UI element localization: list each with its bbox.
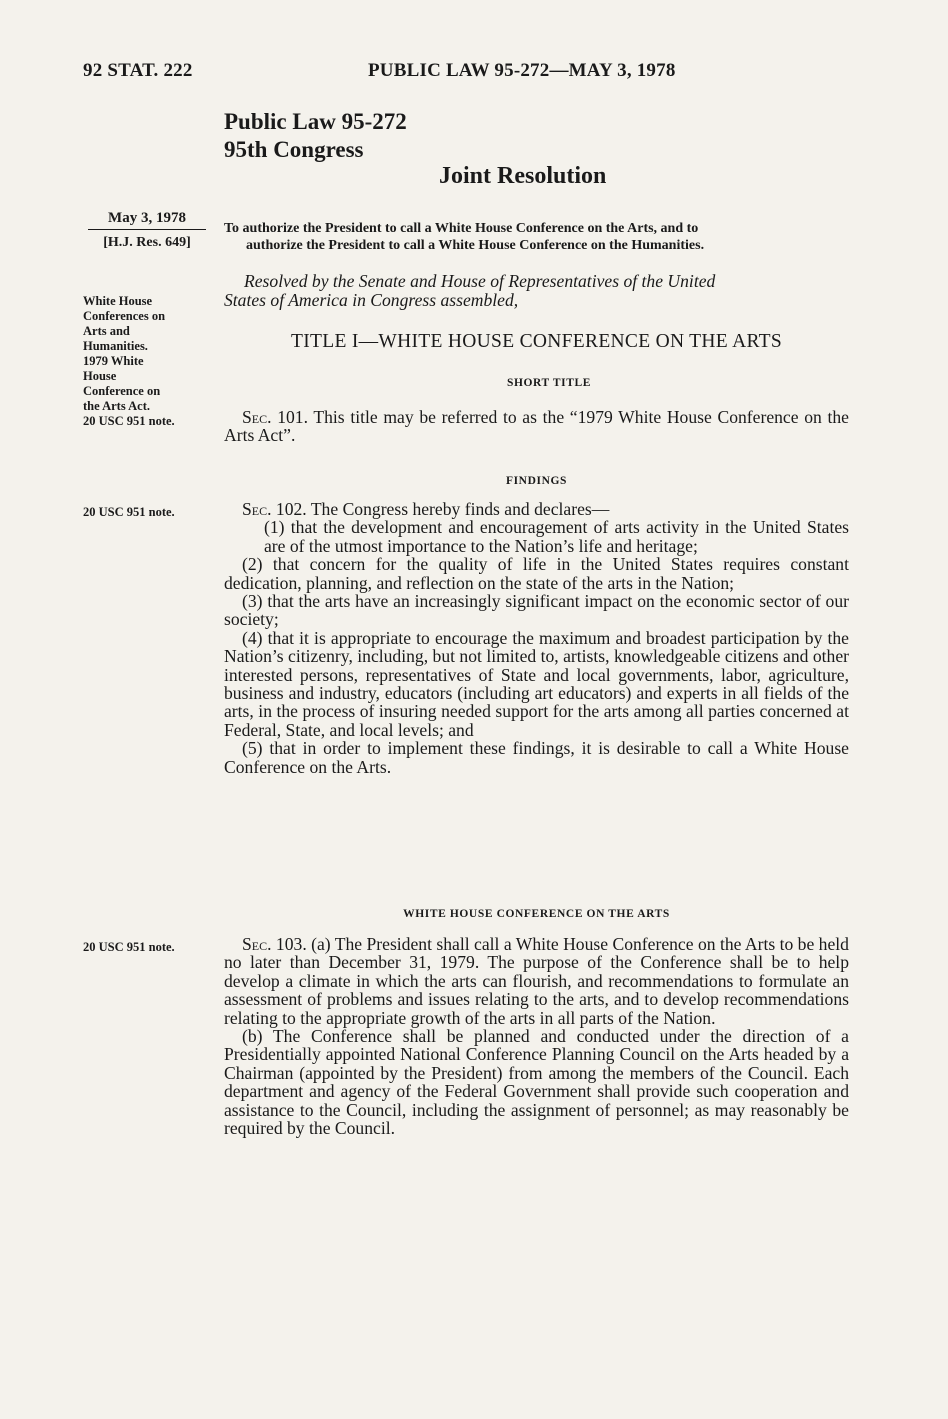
margin-note-line: the Arts Act.	[83, 399, 150, 413]
section-103	[224, 935, 849, 1137]
margin-note-title-i	[83, 294, 213, 429]
conference-heading: WHITE HOUSE CONFERENCE ON THE ARTS	[403, 908, 670, 920]
margin-note-line: 20 USC 951 note.	[83, 414, 175, 428]
finding-item: (5) that in order to implement these findings, it is desirable to call a White House Conference on the Arts.	[224, 738, 849, 777]
section-label: Sec. 101.	[242, 407, 308, 427]
resolving-line-1: Resolved by the Senate and House of Representatives of the United	[244, 271, 716, 291]
running-head: PUBLIC LAW 95-272—MAY 3, 1978	[368, 60, 676, 81]
margin-note-line: Conferences on	[83, 309, 166, 323]
document-type: Joint Resolution	[439, 163, 607, 189]
law-number: Public Law 95-272	[224, 109, 407, 134]
page-reference: 92 STAT. 222	[83, 60, 193, 81]
section-101	[224, 408, 849, 445]
margin-note-line: Humanities.	[83, 339, 148, 353]
finding-item: (3) that the arts have an increasingly significant impact on the economic sector of our society;	[224, 591, 849, 630]
purpose-line-2: authorize the President to call a White House Conference on the Humanities.	[246, 238, 705, 253]
congress-number: 95th Congress	[224, 137, 364, 162]
margin-note-line: House	[83, 369, 117, 383]
title-i-heading: TITLE I—WHITE HOUSE CONFERENCE ON THE ARTS	[291, 331, 782, 352]
bill-number: [H.J. Res. 649]	[103, 235, 191, 250]
section-103-b: (b) The Conference shall be planned and conducted under the direction of a Presidentially appointed National Conference Planning Council on the Arts headed by a Chairman (appointed by the President) from among the members of the Council. Each department and agency of the Federal Government shall provide such cooperation and assistance to the Council, including the assignment of personnel; as may reasonably be required by the Council.	[224, 1026, 849, 1139]
section-label: Sec. 103.	[242, 934, 307, 954]
finding-item: (4) that it is appropriate to encourage the maximum and broadest participation by the Nation’s citizenry, including, but not limited to, artists, knowledgeable citizens and other interested persons, representatives of State and local governments, labor, agriculture, business and industry, educators (including art educators) and experts in all fields of the arts, in the process of insuring needed support for the arts among all parties concerned at Federal, State, and local levels; and	[224, 627, 849, 740]
resolving-line-2: States of America in Congress assembled,	[224, 289, 519, 310]
section-label: Sec. 102.	[242, 499, 307, 519]
margin-note-sec-102: 20 USC 951 note.	[83, 505, 175, 519]
short-title-heading: SHORT TITLE	[506, 377, 592, 389]
finding-item: (1) that the development and encouragement of arts activity in the United States are of the utmost importance to the Nation’s life and heritage;	[264, 517, 849, 556]
margin-note-sec-103: 20 USC 951 note.	[83, 940, 175, 954]
section-101-text: This title may be referred to as the “1979 White House Conference on the Arts Act”.	[224, 407, 849, 446]
section-102	[224, 500, 849, 776]
enactment-date: May 3, 1978	[88, 210, 206, 230]
section-103-a: (a) The President shall call a White House Conference on the Arts to be held no later than December 31, 1979. The purpose of the Conference shall be to help develop a climate in which the arts can flourish, and recommendations to formulate an assessment of problems and issues relating to the arts, and to develop recommendations relating to the appropriate growth of the arts in all parts of the Nation.	[224, 934, 849, 1028]
findings-intro: The Congress hereby finds and declares—	[310, 499, 610, 519]
purpose-line-1: To authorize the President to call a White House Conference on the Arts, and to	[224, 221, 699, 236]
margin-note-line: Arts and	[83, 324, 130, 338]
resolving-clause	[224, 272, 849, 309]
margin-note-line: Conference on	[83, 384, 161, 398]
margin-note-line: 1979 White	[83, 354, 144, 368]
margin-note-line: White House	[83, 294, 153, 308]
purpose-statement	[224, 220, 849, 254]
finding-item: (2) that concern for the quality of life in the United States requires constant dedication, planning, and reflection on the state of the arts in the Nation;	[224, 554, 849, 593]
findings-heading: FINDINGS	[505, 475, 568, 487]
